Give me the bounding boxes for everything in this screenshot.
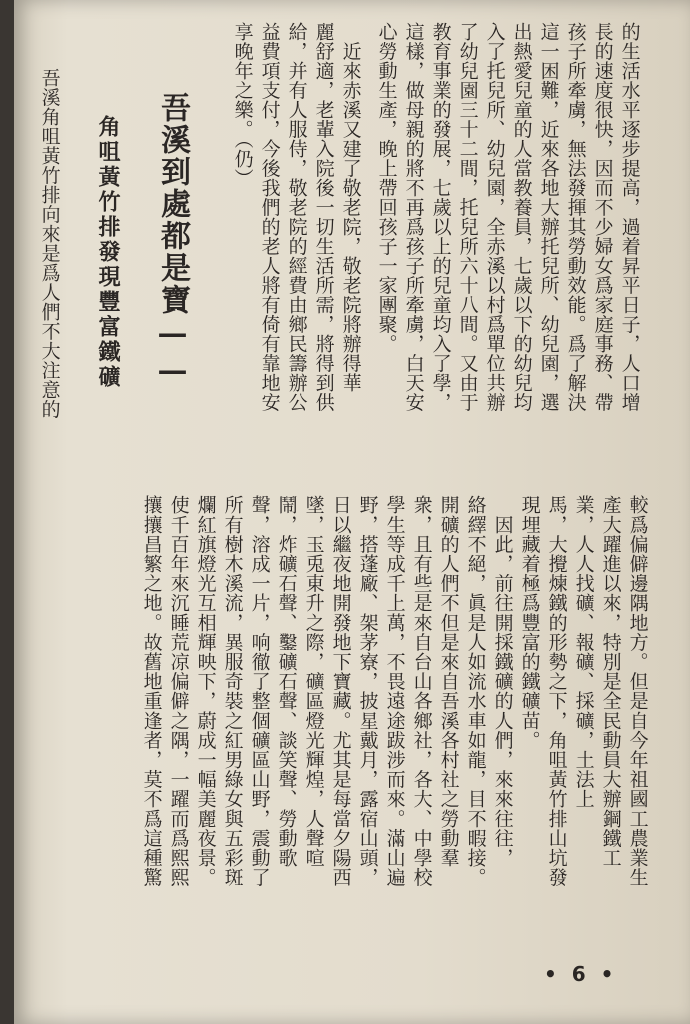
article-title: 吾溪到處都是寶—— [155, 92, 190, 390]
text-column: 開礦的人們不但是來自吾溪各村社之勞動羣 [437, 495, 460, 868]
text-column: 出熱愛兒童的人當教養員，七歲以下的幼兒均 [510, 22, 533, 412]
text-column: 日以繼夜地開發地下寶藏。尤其是每當夕陽西 [329, 495, 352, 887]
text-column: 心勞動生產，晚上帶回孩子一家團聚。 [375, 22, 398, 354]
text-column: 孩子所牽虜，無法發揮其勞動效能。爲了解決 [564, 22, 587, 412]
text-column: 絡繹不絕，眞是人如流水車如龍，目不暇接。 [464, 495, 487, 887]
text-column: 野，搭蓬廠、架茅寮，披星戴月，露宿山頭， [356, 495, 379, 887]
text-column: 學生等成千上萬，不畏遠途跋涉而來。滿山遍 [383, 495, 406, 887]
text-column: 所有樹木溪流，異服奇裝之紅男綠女與五彩斑 [221, 495, 244, 887]
text-column: 的生活水平逐步提高，過着昇平日子，人口增 [618, 22, 641, 412]
text-column: 業，人人找礦、報礦、採礦，土法上 [572, 495, 595, 809]
text-column: 這樣，做母親的將不再爲孩子所牽虜，白天安 [402, 22, 425, 412]
text-column: 爛紅旗燈光互相輝映下，蔚成一幅美麗夜景。 [194, 495, 217, 887]
text-column: 聲，溶成一片，响徹了整個礦區山野，震動了 [248, 495, 271, 887]
text-column: 這一困難，近來各地大辦托兒所、幼兒園，選 [537, 22, 560, 412]
text-column: 產大躍進以來，特別是全民動員大辦鋼鐵工 [599, 495, 622, 868]
text-column: 入了托兒所、幼兒園，全赤溪以村爲單位共辦 [483, 22, 506, 412]
text-column: 益費項支付，今後我們的老人將有倚有靠地安 [258, 22, 281, 412]
text-column: 近來赤溪又建了敬老院，敬老院將辦得華 [339, 22, 362, 393]
article-subtitle: 角咀黃竹排發現豐富鐵礦 [95, 115, 121, 390]
text-column: 使千百年來沉睡荒凉偏僻之隅，一躍而爲熙熙 [167, 495, 190, 887]
magazine-page [14, 0, 690, 1024]
text-column: 給，并有人服侍，敬老院的經費由鄉民籌辦公 [285, 22, 308, 412]
text-column: 因此，前往開採鐵礦的人們，來來往往， [491, 495, 514, 868]
text-column: 衆，且有些是來自台山各鄉社，各大、中學校 [410, 495, 433, 887]
text-column: 馬，大攪煉鐵的形勢之下，角咀黃竹排山坑發 [545, 495, 568, 887]
text-column: 教育事業的發展，七歲以上的兒童均入了學， [429, 22, 452, 412]
text-column: 攘攘昌繁之地。故舊地重逢者，莫不爲這種驚 [140, 495, 163, 887]
text-column: 了幼兒園三十二間，托兒所六十八間。又由于 [456, 22, 479, 412]
text-column: 現埋藏着極爲豐富的鐵礦苗。 [518, 495, 541, 750]
page-number: • 6 • [544, 962, 618, 986]
text-column: 墜，玉兎東升之際，礦區燈光輝煌，人聲喧 [302, 495, 325, 868]
text-column: 較爲偏僻邊隅地方。但是自今年祖國工農業生 [626, 495, 649, 887]
text-column: 鬧，炸礦石聲、鑿礦石聲、談笑聲、勞動歌 [275, 495, 298, 868]
text-column: 享晚年之樂。（仍） [231, 22, 254, 188]
text-column: 麗舒適，老輩入院後一切生活所需，將得到供 [312, 22, 335, 412]
text-column: 長的速度很快，因而不少婦女爲家庭事務、帶 [591, 22, 614, 412]
article-intro-column: 吾溪角咀黃竹排向來是爲人們不大注意的 [38, 68, 61, 419]
